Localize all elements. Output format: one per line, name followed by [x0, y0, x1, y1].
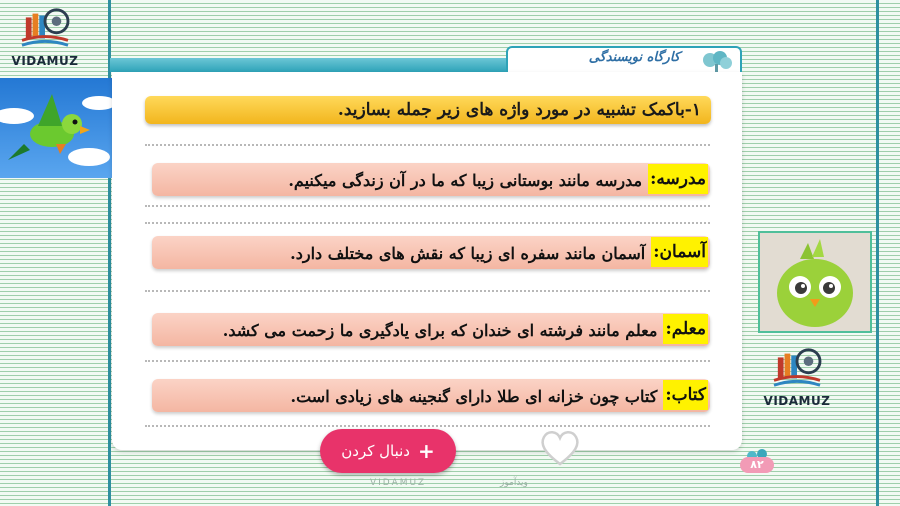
like-heart-icon[interactable]	[538, 428, 582, 468]
parrot-icon	[0, 78, 112, 178]
green-chick-icon	[760, 233, 870, 331]
instruction-bar	[145, 96, 711, 124]
answer-row-teacher	[152, 313, 710, 346]
writing-line	[145, 144, 710, 146]
tree-icon	[698, 50, 734, 74]
vidamuz-logo-right	[752, 344, 842, 408]
instruction-text: ۱-باکمک تشبیه در مورد واژه های زیر جمله بسازید.	[337, 100, 701, 120]
writing-line	[145, 360, 710, 362]
watermark-left: VIDAMUZ	[370, 478, 427, 488]
follow-button[interactable]	[320, 429, 456, 473]
page-number-badge: ۸۲	[740, 457, 774, 473]
answer-sentence: آسمان مانند سفره ای زیبا که نقش های مختلف دارد.	[290, 244, 646, 263]
word-label: آسمان:	[651, 237, 708, 267]
chick-illustration	[758, 231, 872, 333]
writing-line	[145, 205, 710, 207]
answer-sentence: کتاب چون خزانه ای طلا دارای گنجینه های زیادی است.	[290, 387, 658, 406]
word-label: معلم:	[663, 314, 708, 344]
answer-sentence: معلم مانند فرشته ای خندان که برای یادگیری ما زحمت می کشد.	[222, 321, 658, 340]
word-label: مدرسه:	[648, 164, 708, 194]
answer-row-book	[152, 379, 710, 412]
word-label: کتاب:	[663, 380, 708, 410]
books-brain-logo-icon	[17, 4, 73, 50]
parrot-illustration	[0, 78, 112, 178]
workshop-title: کارگاه نویسندگی	[588, 50, 680, 65]
frame-left-line	[108, 0, 111, 506]
writing-line	[145, 425, 710, 427]
frame-right-line	[876, 0, 879, 506]
logo-text: VIDAMUZ	[763, 394, 831, 408]
plus-icon: +	[417, 439, 435, 463]
books-brain-logo-icon	[769, 344, 825, 390]
logo-text: VIDAMUZ	[11, 54, 79, 68]
answer-sentence: مدرسه مانند بوستانی زیبا که ما در آن زندگی میکنیم.	[288, 171, 643, 190]
writing-line	[145, 290, 710, 292]
answer-row-school	[152, 163, 710, 196]
writing-line	[145, 222, 710, 224]
watermark-right: ویدآموز	[500, 478, 528, 488]
follow-label: دنبال کردن	[341, 442, 410, 460]
vidamuz-logo-top	[0, 4, 90, 68]
answer-row-sky	[152, 236, 710, 269]
